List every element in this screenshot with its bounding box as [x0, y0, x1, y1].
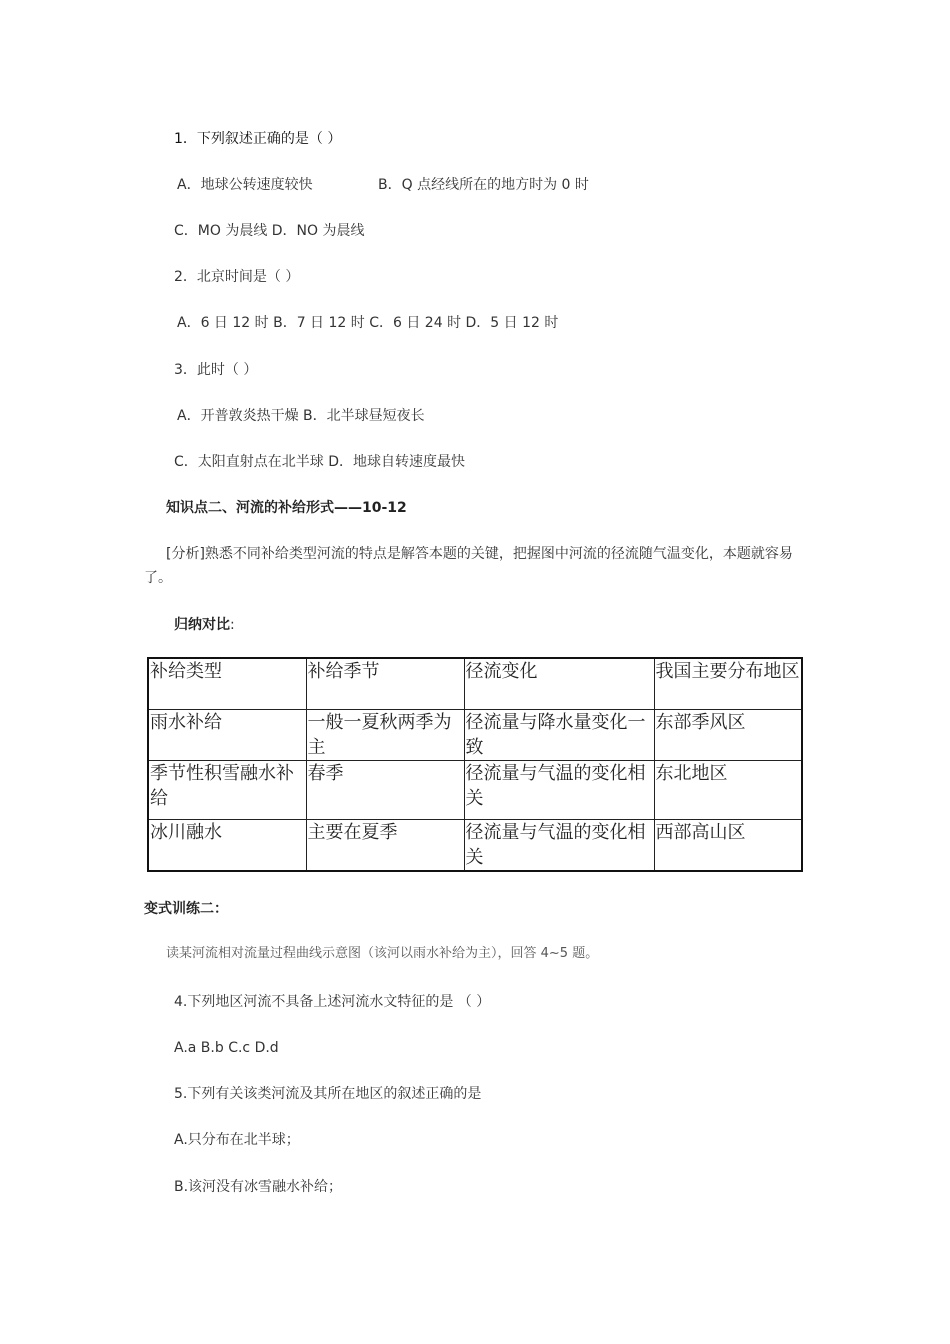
table-cell: 径流量与气温的变化相关	[464, 761, 654, 820]
question-1-options-cd: C．MO 为晨线 D．NO 为晨线	[174, 223, 365, 239]
question-4-options: A.a B.b C.c D.d	[174, 1040, 279, 1056]
question-1-option-a: A．地球公转速度较快	[177, 177, 313, 193]
table-cell: 西部高山区	[654, 820, 802, 872]
table-cell: 补给季节	[306, 658, 464, 710]
table-cell: 春季	[306, 761, 464, 820]
question-2-options: A．6 日 12 时 B．7 日 12 时 C．6 日 24 时 D．5 日 12 时	[177, 315, 559, 331]
question-5-option-b: B.该河没有冰雪融水补给；	[174, 1179, 343, 1195]
table-header-row	[148, 658, 802, 710]
table-cell: 一般一夏秋两季为主	[306, 710, 464, 761]
table-cell: 径流量与气温的变化相关	[464, 820, 654, 872]
table-cell: 雨水补给	[148, 710, 306, 761]
practice-intro-text: 读某河流相对流量过程曲线示意图（该河以雨水补给为主），回答	[166, 946, 541, 961]
table-cell: 径流变化	[464, 658, 654, 710]
table-row	[148, 710, 802, 761]
table-cell: 冰川融水	[148, 820, 306, 872]
summary-colon: :	[230, 617, 235, 633]
section-heading: 知识点二、河流的补给形式——10-12	[166, 500, 407, 516]
question-2: 2．北京时间是（ ）	[174, 269, 300, 285]
table-row	[148, 761, 802, 820]
question-3: 3．此时（ ）	[174, 362, 258, 378]
table-cell: 补给类型	[148, 658, 306, 710]
table-cell: 季节性积雪融水补给	[148, 761, 306, 820]
practice-heading: 变式训练二：	[144, 901, 228, 917]
table-cell: 我国主要分布地区	[654, 658, 802, 710]
question-5-option-a: A.只分布在北半球；	[174, 1132, 300, 1148]
table-cell: 主要在夏季	[306, 820, 464, 872]
practice-intro-end: 题。	[568, 946, 599, 961]
supply-type-table	[147, 657, 803, 872]
question-1-option-b: B．Q 点经线所在的地方时为 0 时	[378, 177, 589, 193]
question-4: 4.下列地区河流不具备上述河流水文特征的是 （ ）	[174, 994, 491, 1010]
question-5: 5.下列有关该类河流及其所在地区的叙述正确的是	[174, 1086, 482, 1102]
analysis-paragraph	[144, 542, 812, 590]
table-row	[148, 820, 802, 872]
question-3-options-cd: C．太阳直射点在北半球 D．地球自转速度最快	[174, 454, 466, 470]
summary-label-line	[174, 616, 235, 634]
summary-label: 归纳对比	[174, 617, 230, 633]
practice-intro-range: 4~5	[540, 946, 569, 961]
question-3-options-ab: A．开普敦炎热干燥 B．北半球昼短夜长	[177, 408, 425, 424]
analysis-text: [分析]熟悉不同补给类型河流的特点是解答本题的关键，把握图中河流的径流随气温变化，本题就容易了。	[144, 546, 793, 586]
table-cell: 东部季风区	[654, 710, 802, 761]
table-cell: 东北地区	[654, 761, 802, 820]
question-1: 1．下列叙述正确的是（ ）	[174, 131, 342, 147]
table-cell: 径流量与降水量变化一致	[464, 710, 654, 761]
practice-intro	[166, 945, 598, 963]
